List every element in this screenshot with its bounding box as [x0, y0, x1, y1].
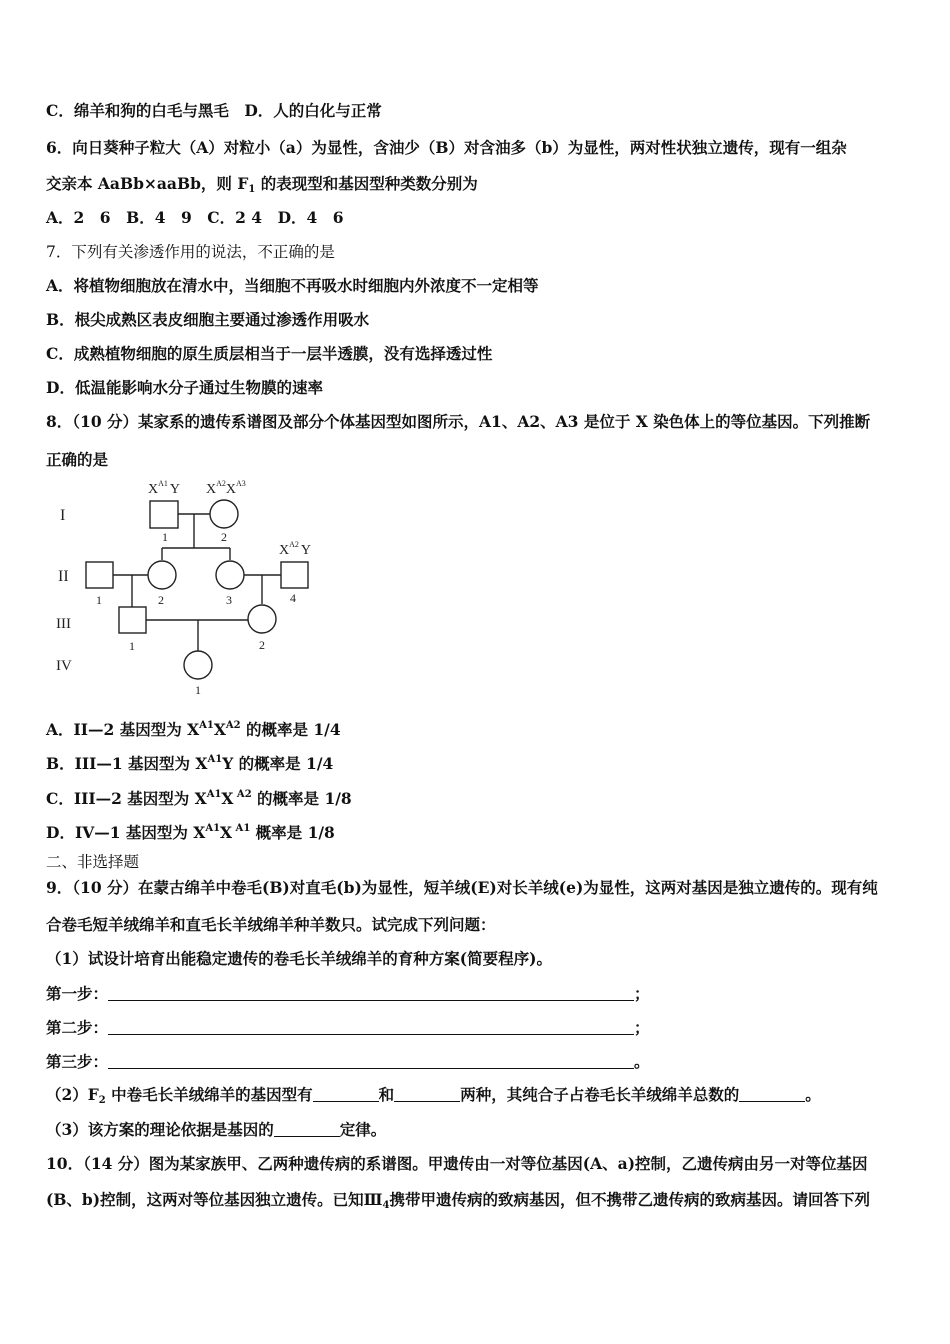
pedigree-IV1-female — [184, 651, 212, 679]
gen-label-I: I — [60, 507, 66, 524]
section-2-heading: 二、非选择题 — [46, 853, 140, 871]
q9-step3: 第三步： 。 — [46, 1052, 650, 1071]
q6-line2-pre: 交亲本 AaBb×aaBb，则 F — [46, 174, 249, 193]
gen-label-IV: IV — [56, 658, 72, 674]
q6-stem-line1: 6．向日葵种子粒大（A）对粒小（a）为显性，含油少（B）对含油多（b）为显性，两对性状独立遗传，现有一组杂 — [46, 138, 847, 157]
q9-step3-blank[interactable] — [108, 1054, 634, 1069]
q9-part3: （3）该方案的理论依据是基因的 定律。 — [46, 1120, 387, 1139]
q9-stem-line2: 合卷毛短羊绒绵羊和直毛长羊绒绵羊种羊数只。试完成下列问题： — [46, 915, 496, 934]
q7-option-a: A．将植物细胞放在清水中，当细胞不再吸水时细胞内外浓度不一定相等 — [46, 276, 539, 295]
q9-step2-blank[interactable] — [108, 1020, 634, 1035]
genotype-I2: $X^{A2}X^{A3}$ — [206, 479, 246, 497]
q8-option-a: A．II—2 基因型为 $X^{A1}X^{A2}$ 的概率是 1/4 — [46, 720, 341, 739]
q7-stem: 7．下列有关渗透作用的说法，不正确的是 — [46, 243, 335, 261]
q6-line2-post: 的表现型和基因型种类数分别为 — [255, 174, 478, 193]
genotype-II4: $X^{A2}$ Y — [279, 540, 312, 558]
q8-option-b: B．III—1 基因型为 $X^{A1}Y$ 的概率是 1/4 — [46, 754, 334, 773]
pedigree-II2-female — [148, 561, 176, 589]
genotype-I1: $X^{A1}$ Y — [148, 479, 181, 497]
q8-stem-line1: 8．（10 分）某家系的遗传系谱图及部分个体基因型如图所示，A1、A2、A3 是位于 X 染色体上的等位基因。下列推断 — [46, 412, 871, 431]
q9-step1: 第一步： ； — [46, 984, 650, 1003]
q9-part2: $(2)F_2$ 中卷毛长羊绒绵羊的基因型有 和 两种，其纯合子占卷毛长羊绒绵羊总数的 。 — [46, 1085, 821, 1106]
q10-stem-line2: (B、b)控制，这两对等位基因独立遗传。已知$Ⅲ_4$携带甲遗传病的致病基因，但不携带乙遗传病的致病基因。请回答下列 — [46, 1190, 870, 1211]
q7-option-c: C．成熟植物细胞的原生质层相当于一层半透膜，没有选择透过性 — [46, 344, 493, 363]
num-II1: 1 — [96, 593, 102, 607]
pedigree-I1-male — [150, 501, 178, 528]
q8-option-c: C．III—2 基因型为 $X^{A1}X$ $^{A2}$ 的概率是 1/8 — [46, 789, 352, 808]
gen-label-III: III — [56, 616, 71, 632]
num-II3: 3 — [226, 593, 232, 607]
q9-part2-blank3[interactable] — [739, 1087, 805, 1102]
q6-stem-line2 — [46, 174, 478, 200]
q8-stem-line2: 正确的是 — [46, 450, 109, 469]
q9-part1: （1）试设计培育出能稳定遗传的卷毛长羊绒绵羊的育种方案(简要程序)。 — [46, 949, 552, 968]
q10-stem-line1: 10．（14 分）图为某家族甲、乙两种遗传病的系谱图。甲遗传由一对等位基因(A、a)控制，乙遗传病由另一对等位基因 — [46, 1154, 868, 1173]
q6-f1-subscript: 1 — [248, 184, 256, 195]
pedigree-II1-male — [86, 562, 113, 588]
num-I1: 1 — [162, 530, 168, 544]
pedigree-III1-male — [119, 607, 146, 633]
num-I2: 2 — [221, 530, 227, 544]
q7-option-b: B．根尖成熟区表皮细胞主要通过渗透作用吸水 — [46, 310, 370, 329]
pedigree-III2-female — [248, 605, 276, 633]
q7-option-d: D．低温能影响水分子通过生物膜的速率 — [46, 378, 323, 397]
gen-label-II: II — [58, 568, 69, 585]
q9-stem-line1: 9．（10 分）在蒙古绵羊中卷毛(B)对直毛(b)为显性，短羊绒(E)对长羊绒(e)为显性，这两对基因是独立遗传的。现有纯 — [46, 878, 878, 897]
num-III2: 2 — [259, 638, 265, 652]
num-II2: 2 — [158, 593, 164, 607]
q8-option-d: D．IV—1 基因型为 $X^{A1}X$ $^{A1}$ 概率是 1/8 — [46, 823, 335, 842]
pedigree-II3-female — [216, 561, 244, 589]
pedigree-I2-female — [210, 500, 238, 528]
num-II4: 4 — [290, 591, 296, 605]
num-III1: 1 — [129, 639, 135, 653]
q9-part3-blank[interactable] — [274, 1122, 340, 1137]
q9-part2-blank1[interactable] — [313, 1087, 379, 1102]
num-IV1: 1 — [195, 683, 201, 697]
pedigree-chart — [50, 474, 350, 699]
q9-step1-blank[interactable] — [108, 986, 634, 1001]
pedigree-II4-male — [281, 562, 308, 588]
q6-options: A．2 6 B．4 9 C．2 4 D．4 6 — [46, 208, 344, 227]
q9-step2: 第二步： ； — [46, 1018, 650, 1037]
q9-part2-blank2[interactable] — [394, 1087, 460, 1102]
q5-options-cd: C．绵羊和狗的白毛与黑毛 D．人的白化与正常 — [46, 101, 382, 120]
